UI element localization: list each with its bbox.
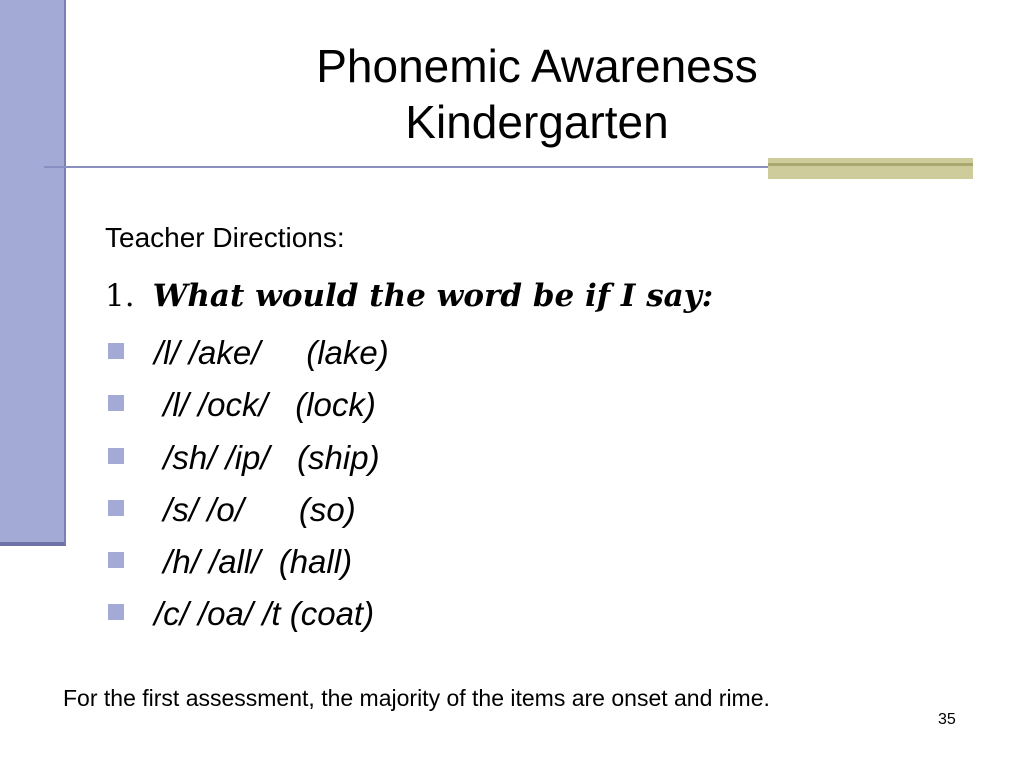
list-item: [108, 433, 380, 483]
square-bullet-icon: [108, 552, 124, 568]
item-text: /l/ /ake/ (lake): [154, 334, 389, 371]
question-text: What would the word be if I say:: [152, 278, 714, 314]
slide-title: [0, 38, 1024, 150]
title-line-2: Kindergarten: [405, 96, 669, 148]
page-number: 35: [938, 711, 956, 728]
item-text: /c/ /oa/ /t (coat): [154, 595, 375, 632]
question-number: 1.: [105, 278, 135, 314]
item-text: /sh/ /ip/ (ship): [154, 439, 380, 476]
square-bullet-icon: [108, 395, 124, 411]
question-line: [105, 276, 713, 316]
list-item: [108, 328, 389, 378]
item-text: /h/ /all/ (hall): [154, 543, 353, 580]
square-bullet-icon: [108, 343, 124, 359]
list-item: [108, 589, 374, 639]
list-item: [108, 485, 356, 535]
square-bullet-icon: [108, 500, 124, 516]
item-text: /s/ /o/ (so): [154, 491, 356, 528]
title-divider-accent: [768, 158, 973, 179]
square-bullet-icon: [108, 448, 124, 464]
list-item: [108, 380, 376, 430]
list-item: [108, 537, 352, 587]
footnote: For the first assessment, the majority of the items are onset and rime.: [63, 685, 770, 711]
teacher-directions-heading: Teacher Directions:: [105, 222, 345, 253]
item-text: /l/ /ock/ (lock): [154, 386, 376, 423]
square-bullet-icon: [108, 604, 124, 620]
title-line-1: Phonemic Awareness: [316, 40, 758, 92]
